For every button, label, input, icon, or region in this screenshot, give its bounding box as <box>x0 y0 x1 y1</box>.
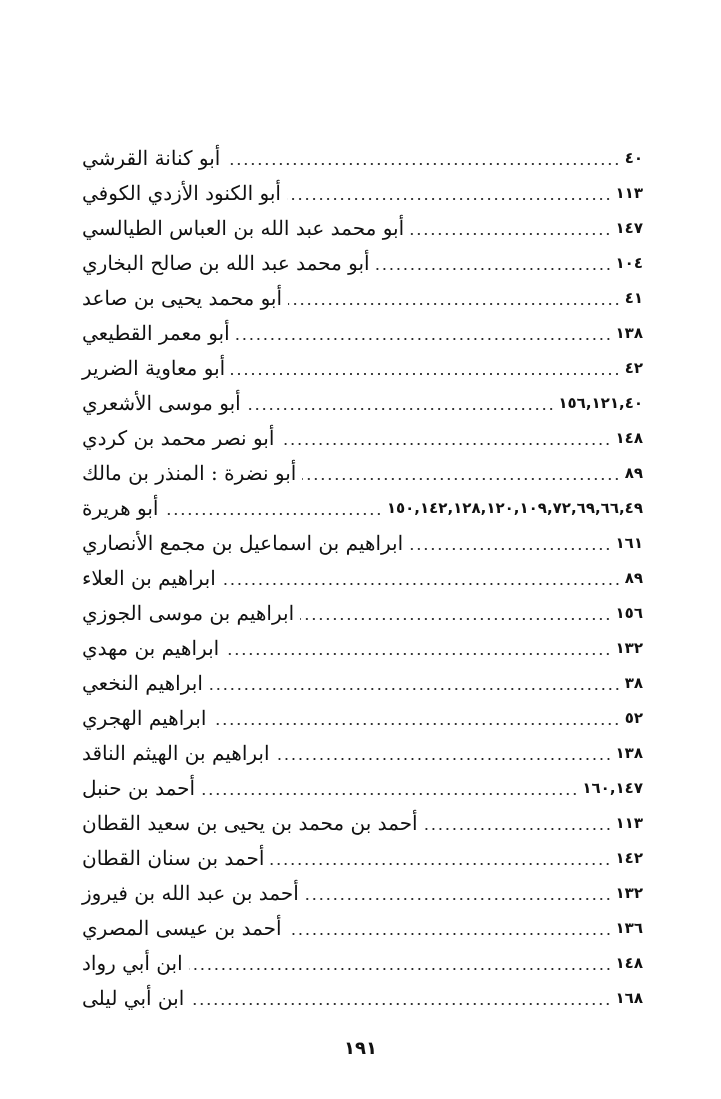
entry-page-numbers: ١٤٨ <box>615 953 643 972</box>
entry-name: ابراهيم النخعي <box>82 670 203 695</box>
dot-leader <box>288 303 621 305</box>
entry-name: أبو نضرة : المنذر بن مالك <box>82 460 297 485</box>
page-number: ١٩١ <box>344 1038 377 1059</box>
dot-leader <box>247 408 555 410</box>
entry-name: أبو الكنود الأزدي الكوفي <box>82 180 281 205</box>
entry-page-numbers: ٤١ <box>624 288 643 307</box>
entry-name: أحمد بن سنان القطان <box>82 845 265 870</box>
dot-leader <box>222 583 621 585</box>
entry-page-numbers: ٤٢ <box>624 358 643 377</box>
entry-page-numbers: ١١٣ <box>615 183 643 202</box>
entry-name: أحمد بن حنبل <box>82 775 196 800</box>
index-entry <box>78 175 643 210</box>
entry-name: أبو محمد عبد الله بن العباس الطيالسي <box>82 215 405 240</box>
entry-page-numbers: ١٤٢ <box>615 848 643 867</box>
entry-name: ابراهيم الهجري <box>82 705 207 730</box>
index-list <box>78 140 643 1015</box>
dot-leader <box>209 688 621 690</box>
index-entry <box>78 210 643 245</box>
entry-page-numbers: ١٤٨ <box>615 428 643 447</box>
index-entry <box>78 140 643 175</box>
entry-name: أحمد بن عبد الله بن فيروز <box>82 880 299 905</box>
entry-page-numbers: ١٥٠,١٤٢,١٢٨,١٢٠,١٠٩,٧٢,٦٩,٦٦,٤٩ <box>386 498 643 517</box>
entry-name: أحمد بن عيسى المصري <box>82 915 282 940</box>
dot-leader <box>410 233 611 235</box>
entry-name: أبو محمد يحيى بن صاعد <box>82 285 283 310</box>
entry-page-numbers: ١١٣ <box>615 813 643 832</box>
entry-page-numbers: ١٣٢ <box>615 883 643 902</box>
index-entry <box>78 560 643 595</box>
index-entry <box>78 630 643 665</box>
dot-leader <box>376 268 612 270</box>
dot-leader <box>287 198 612 200</box>
entry-page-numbers: ١٠٤ <box>615 253 643 272</box>
entry-name: ابراهيم بن مهدي <box>82 635 220 660</box>
entry-page-numbers: ٨٩ <box>624 463 643 482</box>
entry-page-numbers: ١٦١ <box>615 533 643 552</box>
index-entry <box>78 420 643 455</box>
entry-page-numbers: ١٣٦ <box>615 918 643 937</box>
entry-page-numbers: ١٦٠,١٤٧ <box>582 778 643 797</box>
entry-name: أبو معاوية الضرير <box>82 355 226 380</box>
dot-leader <box>164 513 382 515</box>
dot-leader <box>236 338 612 340</box>
entry-page-numbers: ١٣٨ <box>615 323 643 342</box>
dot-leader <box>302 478 620 480</box>
entry-name: أبو محمد عبد الله بن صالح البخاري <box>82 250 370 275</box>
entry-page-numbers: ١٥٦,١٢١,٤٠ <box>558 393 643 412</box>
entry-page-numbers: ٣٨ <box>624 673 643 692</box>
dot-leader <box>305 898 612 900</box>
index-entry <box>78 875 643 910</box>
index-entry <box>78 315 643 350</box>
entry-page-numbers: ١٣٨ <box>615 743 643 762</box>
entry-name: ابن أبي رواد <box>82 950 183 975</box>
dot-leader <box>189 968 612 970</box>
dot-leader <box>288 933 612 935</box>
index-entry <box>78 245 643 280</box>
index-entry <box>78 910 643 945</box>
index-entry <box>78 595 643 630</box>
entry-name: أبو موسى الأشعري <box>82 390 241 415</box>
entry-name: أبو هريرة <box>82 495 159 520</box>
dot-leader <box>424 828 612 830</box>
entry-page-numbers: ١٦٨ <box>615 988 643 1007</box>
entry-page-numbers: ٨٩ <box>624 568 643 587</box>
index-entry <box>78 525 643 560</box>
dot-leader <box>276 758 612 760</box>
entry-name: ابراهيم بن اسماعيل بن مجمع الأنصاري <box>82 530 404 555</box>
dot-leader <box>226 163 620 165</box>
index-entry <box>78 350 643 385</box>
index-entry <box>78 490 643 525</box>
entry-name: ابراهيم بن الهيثم الناقد <box>82 740 270 765</box>
entry-name: أبو معمر القطيعي <box>82 320 230 345</box>
dot-leader <box>225 653 611 655</box>
entry-page-numbers: ١٥٦ <box>615 603 643 622</box>
entry-page-numbers: ١٣٢ <box>615 638 643 657</box>
dot-leader <box>270 863 611 865</box>
entry-name: ابن أبي ليلى <box>82 985 185 1010</box>
index-entry <box>78 385 643 420</box>
index-entry <box>78 945 643 980</box>
entry-page-numbers: ١٤٧ <box>615 218 643 237</box>
entry-page-numbers: ٥٢ <box>624 708 643 727</box>
index-entry <box>78 770 643 805</box>
dot-leader <box>300 618 611 620</box>
entry-name: أبو كنانة القرشي <box>82 145 221 170</box>
dot-leader <box>280 443 611 445</box>
dot-leader <box>190 1003 611 1005</box>
dot-leader <box>201 793 578 795</box>
entry-name: ابراهيم بن موسى الجوزي <box>82 600 295 625</box>
index-entry <box>78 280 643 315</box>
entry-name: أحمد بن محمد بن يحيى بن سعيد القطان <box>82 810 418 835</box>
index-entry <box>78 735 643 770</box>
index-entry <box>78 665 643 700</box>
index-entry <box>78 805 643 840</box>
dot-leader <box>231 373 620 375</box>
dot-leader <box>212 723 620 725</box>
entry-name: ابراهيم بن العلاء <box>82 565 216 590</box>
index-entry <box>78 980 643 1015</box>
entry-page-numbers: ٤٠ <box>624 148 643 167</box>
index-entry <box>78 840 643 875</box>
index-entry <box>78 455 643 490</box>
index-entry <box>78 700 643 735</box>
entry-name: أبو نصر محمد بن كردي <box>82 425 275 450</box>
dot-leader <box>409 548 611 550</box>
